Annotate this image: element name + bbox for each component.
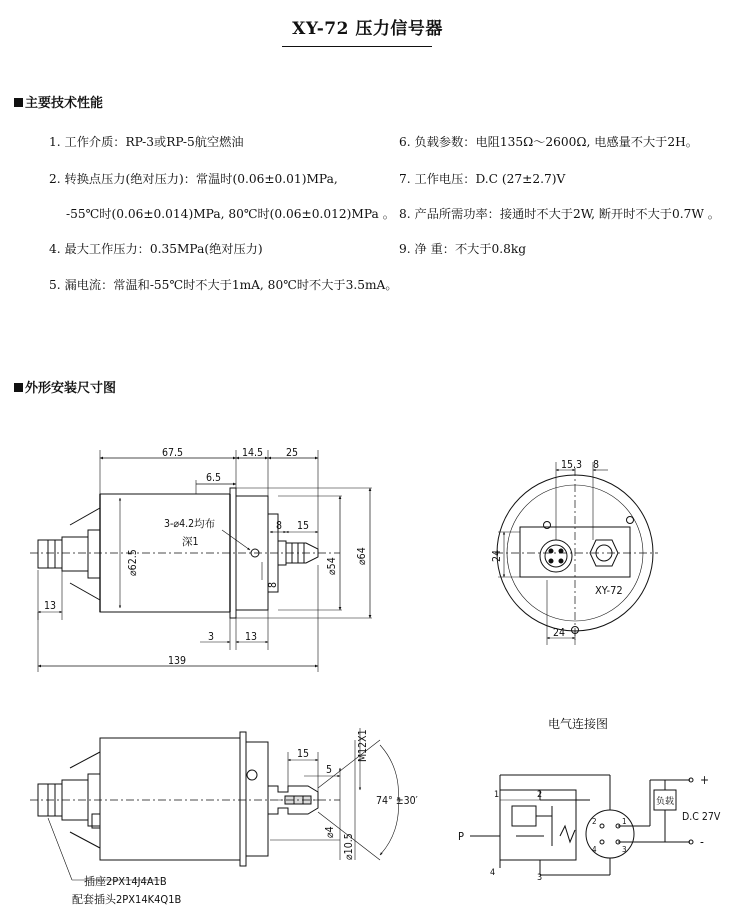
circuit-title: 电气连接图: [548, 717, 609, 731]
spec-line-2b: -55℃时(0.06±0.014)MPa, 80℃时(0.06±0.012)MPa 。: [66, 207, 395, 221]
plug-label: 配套插头2PX14K4Q1B: [72, 893, 182, 906]
dim-8-vertical: 8: [267, 581, 279, 588]
dim-8-front: 8: [593, 459, 600, 471]
dim-25: 25: [286, 447, 299, 459]
conn-pin-1: 1: [622, 817, 627, 826]
page-title: XY-72 压力信号器: [292, 19, 443, 39]
load-label: 负载: [656, 797, 675, 807]
spec-line-1: 1. 工作介质：RP-3或RP-5航空燃油: [49, 135, 244, 149]
pin-1-label: 1: [494, 790, 500, 800]
socket-label: 插座2PX14J4A1B: [84, 875, 167, 888]
dim-dia-62-5: ⌀62.5: [127, 549, 139, 576]
angle-label: 74° ±30′: [376, 795, 418, 807]
minus-label: -: [700, 835, 704, 849]
holes-note: 3-⌀4.2均布: [164, 518, 216, 530]
dim-14-5: 14.5: [242, 447, 264, 459]
pin-2-label: 2: [537, 790, 543, 800]
dim-15-lower: 15: [297, 748, 310, 760]
spec-line-8: 8. 产品所需功率：接通时不大于2W, 断开时不大于0.7W 。: [399, 207, 720, 221]
dim-8: 8: [276, 520, 283, 532]
spec-line-5: 5. 漏电流：常温和-55℃时不大于1mA, 80℃时不大于3.5mA。: [49, 278, 398, 292]
depth-note: 深1: [182, 536, 199, 548]
dim-15: 15: [297, 520, 310, 532]
spec-line-6: 6. 负载参数：电阻135Ω～2600Ω, 电感量不大于2H。: [399, 135, 698, 149]
dim-15-3: 15.3: [561, 459, 583, 471]
dim-67-5: 67.5: [162, 447, 184, 459]
dim-13-left: 13: [44, 600, 57, 612]
dim-dia-64: ⌀64: [356, 547, 368, 565]
spec-line-9: 9. 净 重：不大于0.8kg: [399, 242, 527, 256]
dim-24-vertical: 24: [491, 549, 503, 562]
conn-pin-4: 4: [592, 845, 597, 854]
dim-3: 3: [208, 631, 215, 643]
conn-pin-2: 2: [592, 817, 597, 826]
dim-dia-4: ⌀4: [324, 826, 336, 838]
voltage-label: D.C 27V: [682, 811, 721, 823]
dim-dia-54: ⌀54: [326, 557, 338, 575]
dim-13-bottom: 13: [245, 631, 258, 643]
dim-6-5: 6.5: [206, 472, 222, 484]
pressure-label: P: [458, 830, 464, 843]
dim-dia-10-5: ⌀10.5: [343, 833, 355, 860]
lower-body-outline: [100, 738, 240, 860]
model-label: XY-72: [595, 584, 623, 597]
dim-139: 139: [168, 655, 187, 667]
pin-3-label: 3: [537, 873, 543, 883]
pin-4-label: 4: [490, 868, 496, 878]
dim-24-horizontal: 24: [553, 627, 566, 639]
drawing-heading-text: 外形安装尺寸图: [25, 381, 117, 396]
spec-line-2: 2. 转换点压力(绝对压力)：常温时(0.06±0.01)MPa,: [49, 172, 338, 186]
conn-pin-3: 3: [622, 845, 627, 854]
thread-label: M12X1: [357, 729, 369, 762]
spec-line-7: 7. 工作电压：D.C (27±2.7)V: [399, 172, 566, 186]
dim-5: 5: [326, 764, 333, 776]
plus-label: +: [700, 773, 710, 787]
specs-heading-text: 主要技术性能: [25, 96, 104, 111]
spec-line-4: 4. 最大工作压力：0.35MPa(绝对压力): [49, 242, 263, 256]
